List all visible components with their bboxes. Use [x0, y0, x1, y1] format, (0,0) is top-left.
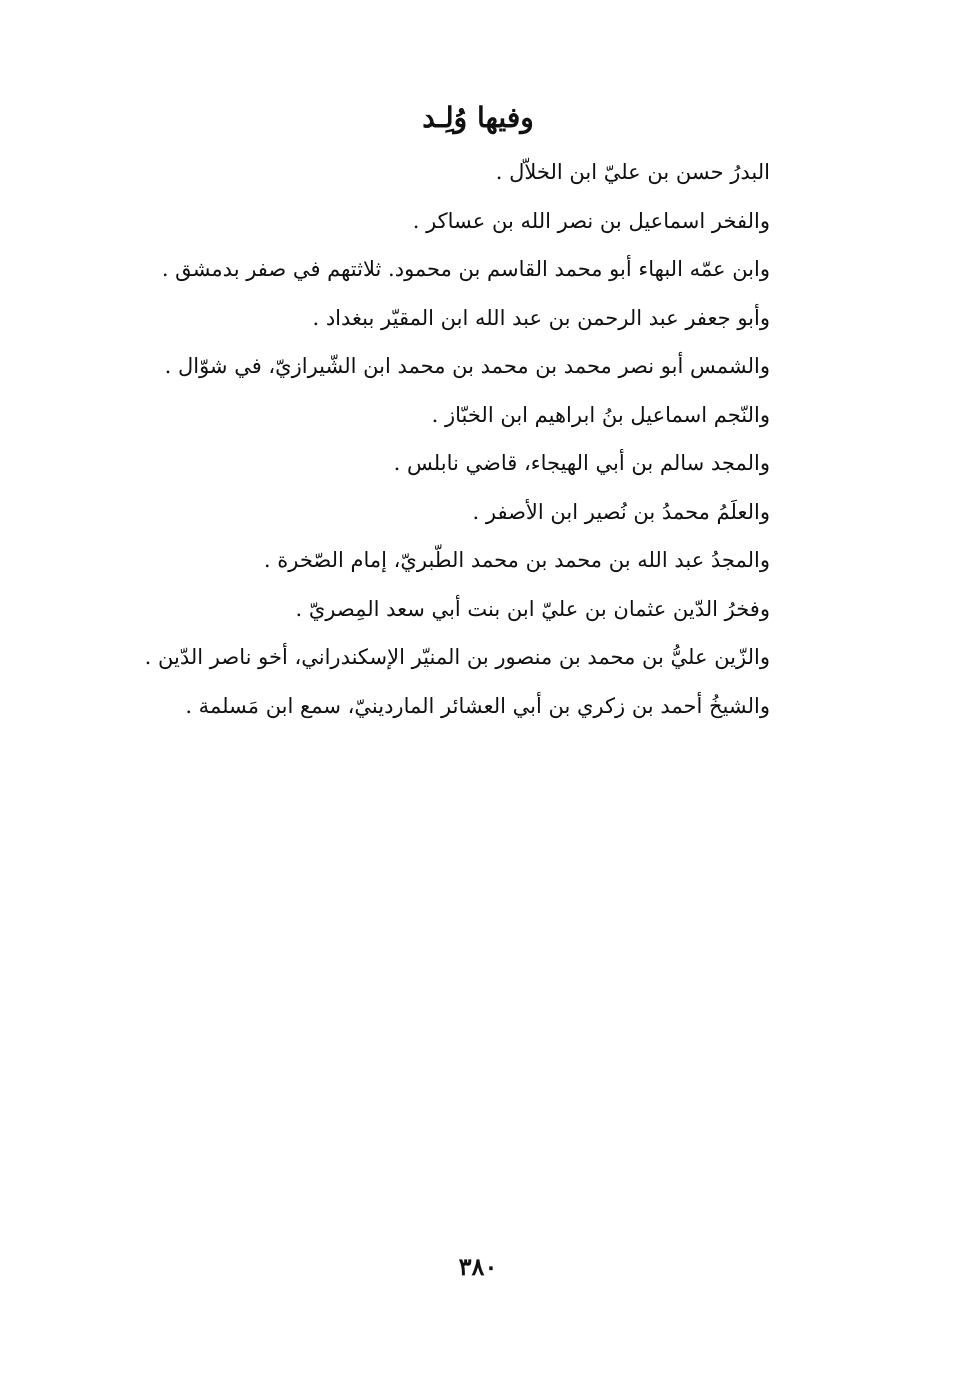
list-item: وفخرُ الدّين عثمان بن عليّ ابن بنت أبي سعد المِصريّ . — [295, 596, 770, 621]
page-number: ٣٨٠ — [458, 1252, 498, 1281]
list-item: وابن عمّه البهاء أبو محمد القاسم بن محمود. ثلاثتهم في صفر بدمشق . — [161, 257, 770, 281]
list-item: والشيخُ أحمد بن زكري بن أبي العشائر الماردينيّ، سمع ابن مَسلمة . — [185, 693, 770, 718]
list-item: وأبو جعفر عبد الرحمن بن عبد الله ابن المقيّر ببغداد . — [312, 305, 770, 330]
births-list — [110, 148, 770, 730]
list-item: والفخر اسماعيل بن نصر الله بن عساكر . — [412, 208, 770, 233]
list-item: والمجد سالم بن أبي الهيجاء، قاضي نابلس . — [393, 451, 770, 475]
list-item: والنّجم اسماعيل بنُ ابراهيم ابن الخبّاز . — [431, 402, 770, 427]
list-item: والعلَمُ محمدُ بن نُصير ابن الأصفر . — [472, 499, 770, 524]
list-item: والشمس أبو نصر محمد بن محمد بن محمد ابن الشّيرازيّ، في شوّال . — [164, 354, 770, 378]
list-item: البدرُ حسن بن عليّ ابن الخلاّل . — [495, 160, 770, 184]
list-item: والزّين عليُّ بن محمد بن منصور بن المنيّر الإسكندراني، أخو ناصر الدّين . — [144, 645, 770, 669]
section-heading: وفيها وُلِـد — [422, 101, 534, 134]
list-item: والمجدُ عبد الله بن محمد بن محمد الطّبريّ، إمام الصّخرة . — [263, 548, 770, 572]
